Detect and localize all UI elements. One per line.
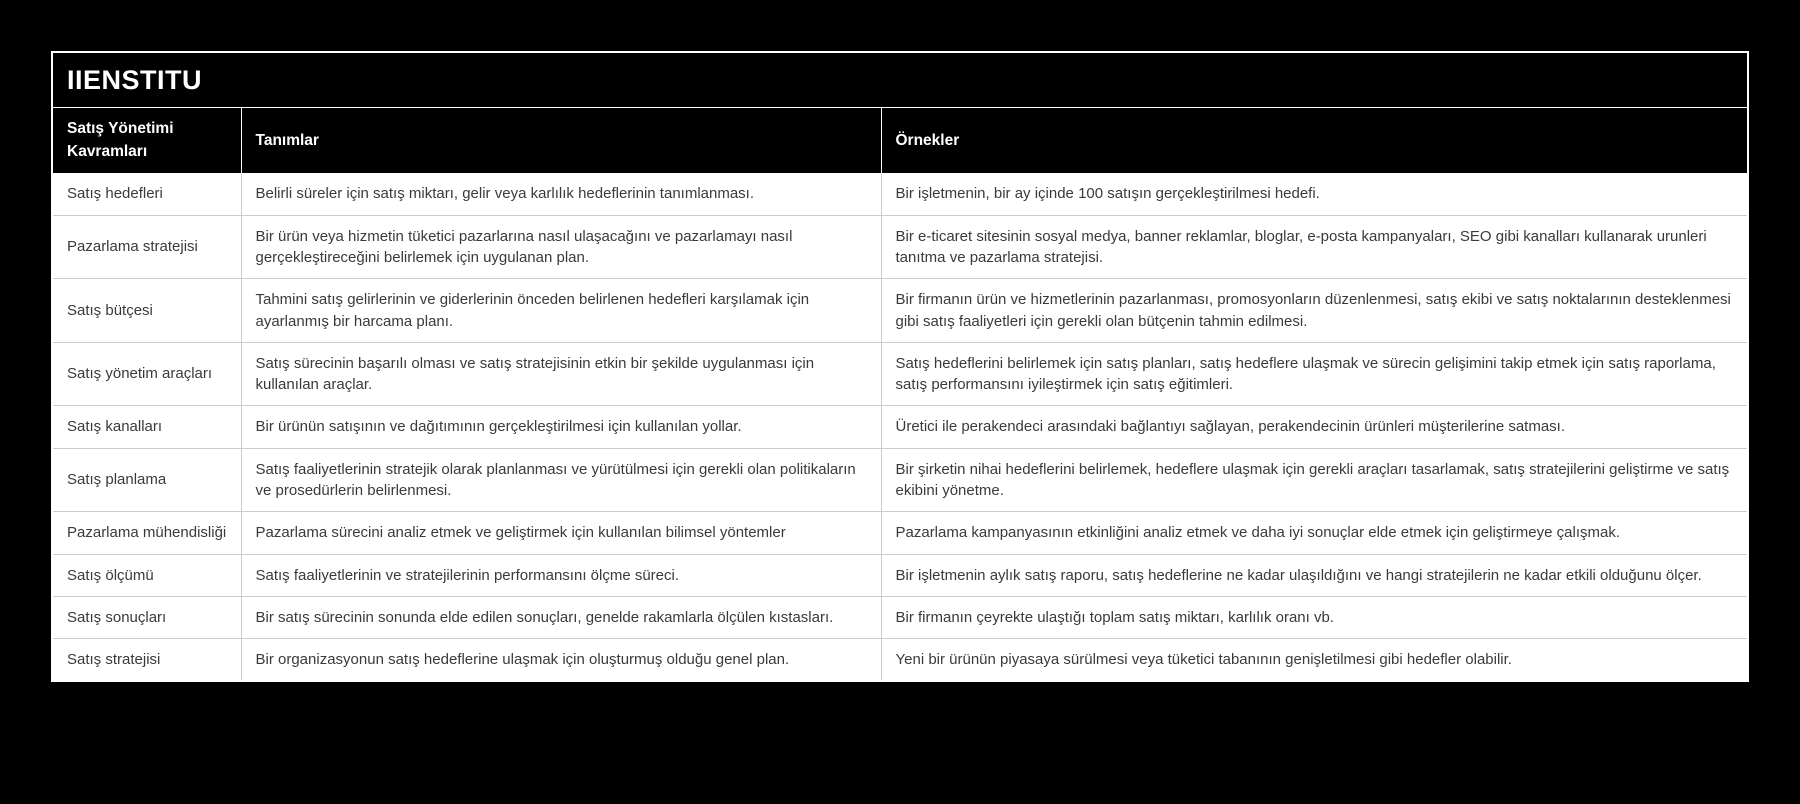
table-header-row [53,108,1747,173]
table-row [53,512,1747,554]
table-row [53,639,1747,681]
definition-cell: Satış sürecinin başarılı olması ve satış stratejisinin etkin bir şekilde uygulanması için kullanılan araçlar. [241,342,881,406]
column-header-examples: Örnekler [881,108,1747,173]
example-cell: Bir şirketin nihai hedeflerini belirlemek, hedeflere ulaşmak için gerekli araçları tasarlamak, satış stratejilerini geliştirme ve satış ekibini yönetme. [881,448,1747,512]
definition-cell: Bir ürünün satışının ve dağıtımının gerçekleştirilmesi için kullanılan yollar. [241,406,881,448]
table-row [53,596,1747,638]
example-cell: Bir firmanın çeyrekte ulaştığı toplam satış miktarı, karlılık oranı vb. [881,596,1747,638]
definition-cell: Belirli süreler için satış miktarı, gelir veya karlılık hedeflerinin tanımlanması. [241,173,881,215]
concept-cell: Satış planlama [53,448,241,512]
concept-cell: Satış ölçümü [53,554,241,596]
table-row [53,215,1747,279]
table-card [51,51,1749,682]
concept-cell: Satış stratejisi [53,639,241,681]
table-row [53,448,1747,512]
concept-cell: Satış bütçesi [53,279,241,343]
concept-cell: Satış sonuçları [53,596,241,638]
concept-cell: Pazarlama stratejisi [53,215,241,279]
definition-cell: Satış faaliyetlerinin ve stratejilerinin performansını ölçme süreci. [241,554,881,596]
concept-cell: Satış yönetim araçları [53,342,241,406]
brand-header [53,53,1747,108]
brand-logo-text: IIENSTITU [67,65,203,95]
column-header-concepts: Satış Yönetimi Kavramları [53,108,241,173]
example-cell: Bir firmanın ürün ve hizmetlerinin pazarlanması, promosyonların düzenlenmesi, satış ekibi ve satış noktalarının desteklenmesi gibi satış faaliyetleri için gerekli olan bütçenin tahmin edilmesi. [881,279,1747,343]
concept-cell: Pazarlama mühendisliği [53,512,241,554]
example-cell: Satış hedeflerini belirlemek için satış planları, satış hedeflere ulaşmak ve sürecin gelişimini takip etmek için satış raporlama, satış performansını iyileştirmek için satış eğitimleri. [881,342,1747,406]
definition-cell: Bir organizasyonun satış hedeflerine ulaşmak için oluşturmuş olduğu genel plan. [241,639,881,681]
definition-cell: Bir ürün veya hizmetin tüketici pazarlarına nasıl ulaşacağını ve pazarlamayı nasıl gerçekleştireceğini belirlemek için uygulanan plan. [241,215,881,279]
example-cell: Bir işletmenin aylık satış raporu, satış hedeflerine ne kadar ulaşıldığını ve hangi stratejilerin ne kadar etkili olduğunu ölçer. [881,554,1747,596]
example-cell: Bir e-ticaret sitesinin sosyal medya, banner reklamlar, bloglar, e-posta kampanyaları, SEO gibi kanalları kullanarak urunleri tanıtma ve pazarlama stratejisi. [881,215,1747,279]
example-cell: Pazarlama kampanyasının etkinliğini analiz etmek ve daha iyi sonuçlar elde etmek için geliştirmeye çalışmak. [881,512,1747,554]
column-header-definitions: Tanımlar [241,108,881,173]
example-cell: Bir işletmenin, bir ay içinde 100 satışın gerçekleştirilmesi hedefi. [881,173,1747,215]
definition-cell: Tahmini satış gelirlerinin ve giderlerinin önceden belirlenen hedefleri karşılamak için ayarlanmış bir harcama planı. [241,279,881,343]
table-row [53,279,1747,343]
table-row [53,173,1747,215]
table-row [53,406,1747,448]
definition-cell: Pazarlama sürecini analiz etmek ve geliştirmek için kullanılan bilimsel yöntemler [241,512,881,554]
sales-concepts-table [53,108,1747,680]
table-row [53,342,1747,406]
table-body [53,173,1747,680]
example-cell: Üretici ile perakendeci arasındaki bağlantıyı sağlayan, perakendecinin ürünleri müşterilerine satması. [881,406,1747,448]
concept-cell: Satış hedefleri [53,173,241,215]
example-cell: Yeni bir ürünün piyasaya sürülmesi veya tüketici tabanının genişletilmesi gibi hedefler olabilir. [881,639,1747,681]
concept-cell: Satış kanalları [53,406,241,448]
definition-cell: Satış faaliyetlerinin stratejik olarak planlanması ve yürütülmesi için gerekli olan politikaların ve prosedürlerin belirlenmesi. [241,448,881,512]
table-row [53,554,1747,596]
definition-cell: Bir satış sürecinin sonunda elde edilen sonuçları, genelde rakamlarla ölçülen kıstasları. [241,596,881,638]
